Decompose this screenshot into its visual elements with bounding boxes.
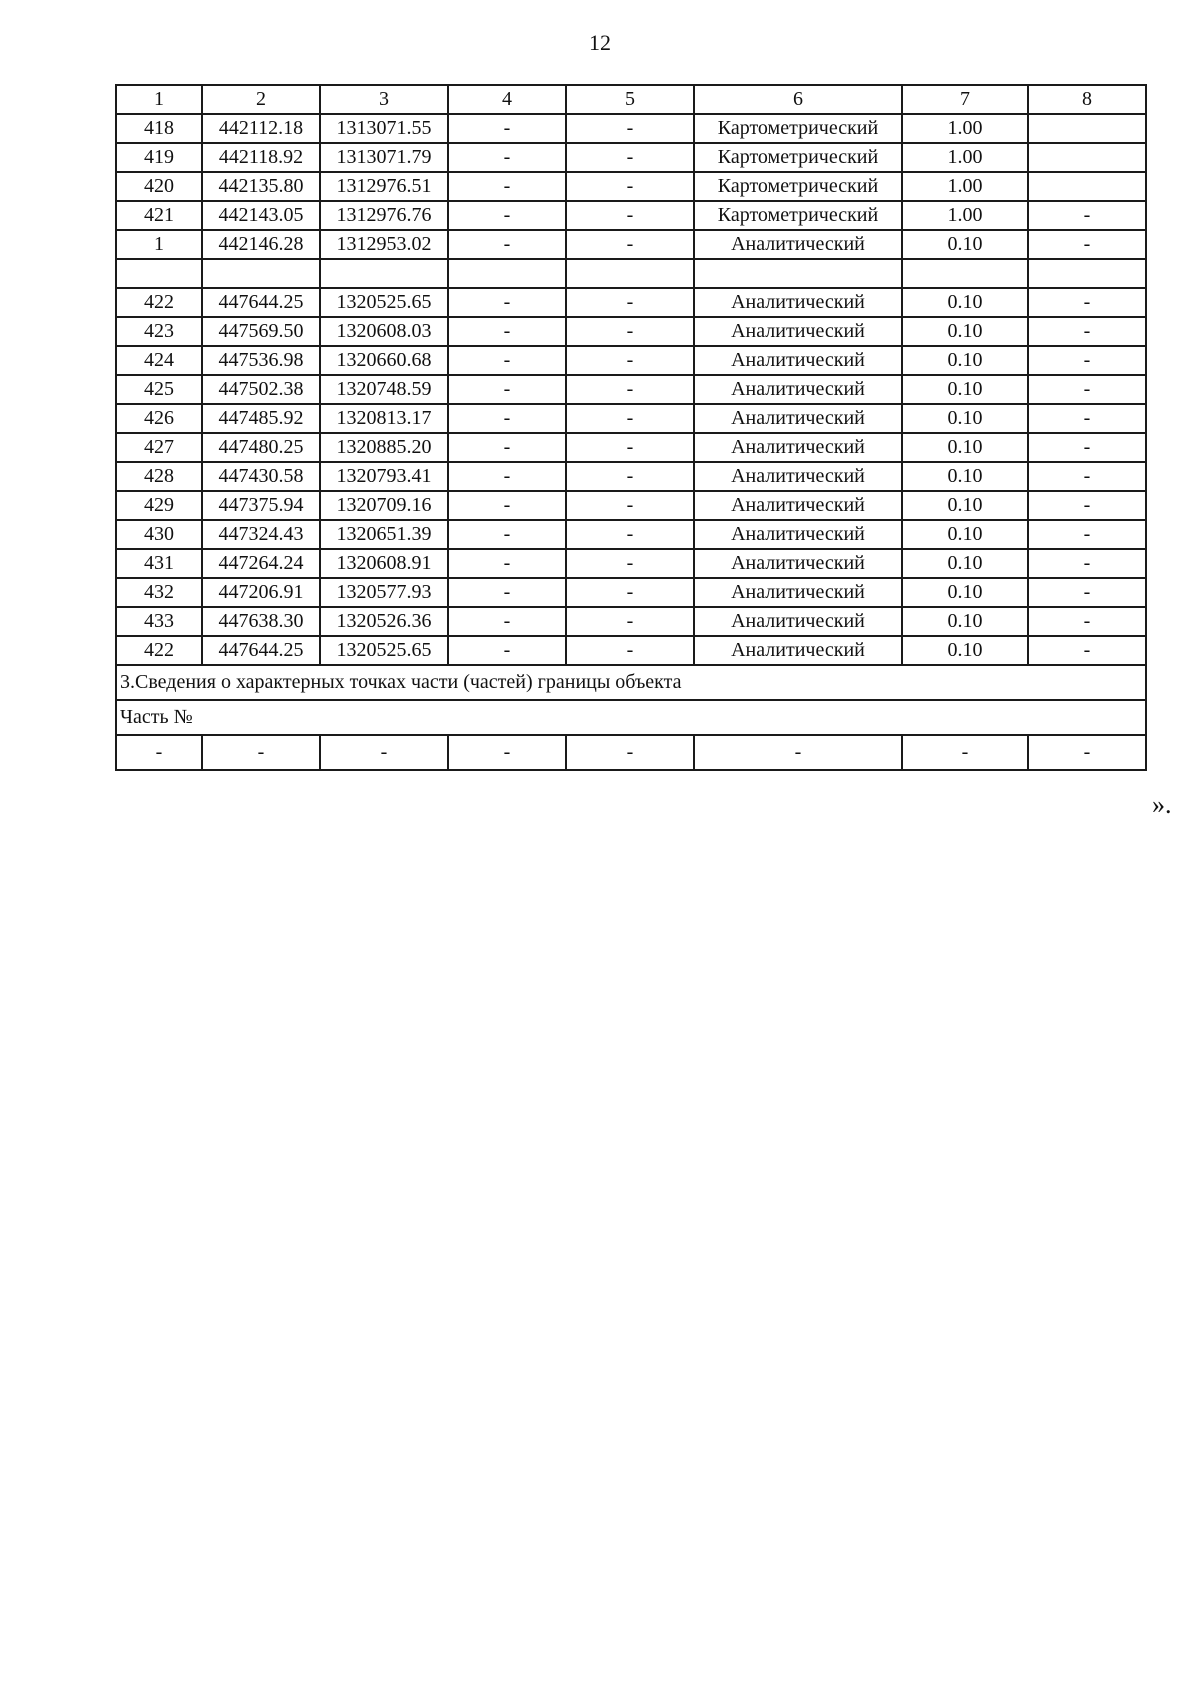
cell-col-4: - [448, 317, 566, 346]
cell-point-number: 418 [116, 114, 202, 143]
table-row [116, 607, 1146, 636]
cell-x-coordinate: 2 [202, 85, 320, 114]
cell-col-8: - [1028, 607, 1146, 636]
cell-accuracy: 0.10 [902, 375, 1028, 404]
cell-col-8: - [1028, 230, 1146, 259]
cell-col-4: - [448, 230, 566, 259]
closing-quote-mark: ». [1152, 790, 1172, 819]
cell-method: Аналитический [694, 404, 902, 433]
page-number: 12 [589, 30, 611, 55]
cell-col-4: - [448, 346, 566, 375]
cell-x-coordinate: - [202, 735, 320, 770]
cell-col-4: - [448, 201, 566, 230]
table-row [116, 578, 1146, 607]
cell-col-8: - [1028, 462, 1146, 491]
cell-accuracy [902, 259, 1028, 288]
cell-point-number: 424 [116, 346, 202, 375]
table-row [116, 288, 1146, 317]
cell-col-5: - [566, 578, 694, 607]
table-row [116, 201, 1146, 230]
cell-col-8 [1028, 114, 1146, 143]
cell-x-coordinate: 447206.91 [202, 578, 320, 607]
cell-accuracy: 1.00 [902, 201, 1028, 230]
cell-accuracy: 0.10 [902, 491, 1028, 520]
cell-col-4: - [448, 462, 566, 491]
cell-method: Аналитический [694, 549, 902, 578]
cell-accuracy: 0.10 [902, 636, 1028, 665]
cell-col-8: - [1028, 636, 1146, 665]
cell-point-number [116, 259, 202, 288]
cell-point-number: 425 [116, 375, 202, 404]
cell-y-coordinate: - [320, 735, 448, 770]
cell-col-5: - [566, 491, 694, 520]
boundary-points-table [115, 84, 1147, 771]
cell-x-coordinate: 447502.38 [202, 375, 320, 404]
cell-accuracy: 0.10 [902, 317, 1028, 346]
cell-method: Аналитический [694, 491, 902, 520]
cell-col-4: - [448, 288, 566, 317]
cell-col-5: - [566, 172, 694, 201]
cell-col-8: - [1028, 375, 1146, 404]
cell-col-4: - [448, 172, 566, 201]
table-row [116, 549, 1146, 578]
cell-accuracy: 1.00 [902, 172, 1028, 201]
cell-col-8: 8 [1028, 85, 1146, 114]
cell-col-8 [1028, 172, 1146, 201]
part-label-row [116, 700, 1146, 735]
cell-col-8 [1028, 143, 1146, 172]
header-row [116, 85, 1146, 114]
table-body [116, 85, 1146, 770]
cell-col-8: - [1028, 288, 1146, 317]
cell-accuracy: 0.10 [902, 230, 1028, 259]
cell-y-coordinate: 1320577.93 [320, 578, 448, 607]
cell-point-number: 422 [116, 636, 202, 665]
cell-accuracy: 1.00 [902, 143, 1028, 172]
cell-col-8: - [1028, 549, 1146, 578]
cell-col-5: - [566, 735, 694, 770]
cell-col-4: - [448, 520, 566, 549]
cell-point-number: 429 [116, 491, 202, 520]
cell-col-5: 5 [566, 85, 694, 114]
cell-point-number: - [116, 735, 202, 770]
cell-col-4: - [448, 114, 566, 143]
cell-col-8: - [1028, 346, 1146, 375]
cell-x-coordinate: 447480.25 [202, 433, 320, 462]
cell-col-4: - [448, 404, 566, 433]
cell-x-coordinate: 447536.98 [202, 346, 320, 375]
cell-accuracy: 0.10 [902, 578, 1028, 607]
cell-col-5: - [566, 201, 694, 230]
cell-x-coordinate: 447644.25 [202, 288, 320, 317]
cell-x-coordinate: 447638.30 [202, 607, 320, 636]
cell-col-4: - [448, 143, 566, 172]
section3-title: 3.Сведения о характерных точках части (частей) границы объекта [116, 665, 1146, 700]
cell-accuracy: 0.10 [902, 462, 1028, 491]
cell-col-5: - [566, 114, 694, 143]
cell-col-4 [448, 259, 566, 288]
cell-col-4: - [448, 433, 566, 462]
cell-method: Аналитический [694, 520, 902, 549]
cell-accuracy: 0.10 [902, 520, 1028, 549]
cell-col-5: - [566, 317, 694, 346]
cell-point-number: 426 [116, 404, 202, 433]
cell-accuracy: - [902, 735, 1028, 770]
cell-x-coordinate: 442112.18 [202, 114, 320, 143]
cell-method: Аналитический [694, 288, 902, 317]
cell-method: 6 [694, 85, 902, 114]
table-row [116, 172, 1146, 201]
cell-x-coordinate: 447644.25 [202, 636, 320, 665]
cell-y-coordinate: 1320813.17 [320, 404, 448, 433]
cell-x-coordinate: 447485.92 [202, 404, 320, 433]
cell-col-5: - [566, 607, 694, 636]
cell-y-coordinate: 1320709.16 [320, 491, 448, 520]
cell-method: - [694, 735, 902, 770]
cell-col-5: - [566, 230, 694, 259]
cell-point-number: 427 [116, 433, 202, 462]
cell-col-8: - [1028, 404, 1146, 433]
cell-x-coordinate: 442135.80 [202, 172, 320, 201]
cell-point-number: 428 [116, 462, 202, 491]
cell-col-8: - [1028, 491, 1146, 520]
cell-y-coordinate: 1320651.39 [320, 520, 448, 549]
cell-point-number: 420 [116, 172, 202, 201]
cell-col-8 [1028, 259, 1146, 288]
cell-col-5: - [566, 549, 694, 578]
cell-method: Аналитический [694, 607, 902, 636]
table-row [116, 520, 1146, 549]
cell-y-coordinate: 1320525.65 [320, 636, 448, 665]
cell-col-5: - [566, 520, 694, 549]
cell-method: Аналитический [694, 375, 902, 404]
cell-y-coordinate: 1320748.59 [320, 375, 448, 404]
cell-col-5: - [566, 346, 694, 375]
table-row [116, 230, 1146, 259]
cell-y-coordinate: 1312976.76 [320, 201, 448, 230]
cell-y-coordinate: 1320660.68 [320, 346, 448, 375]
cell-accuracy: 0.10 [902, 607, 1028, 636]
table-row [116, 143, 1146, 172]
cell-accuracy: 7 [902, 85, 1028, 114]
cell-accuracy: 0.10 [902, 346, 1028, 375]
cell-y-coordinate: 1320885.20 [320, 433, 448, 462]
cell-col-5 [566, 259, 694, 288]
cell-col-4: - [448, 549, 566, 578]
cell-x-coordinate: 447264.24 [202, 549, 320, 578]
cell-method: Аналитический [694, 346, 902, 375]
table-row [116, 491, 1146, 520]
cell-col-8: - [1028, 735, 1146, 770]
cell-method: Картометрический [694, 114, 902, 143]
cell-y-coordinate: 1313071.79 [320, 143, 448, 172]
cell-col-8: - [1028, 578, 1146, 607]
cell-x-coordinate: 447375.94 [202, 491, 320, 520]
cell-col-5: - [566, 462, 694, 491]
cell-method: Аналитический [694, 462, 902, 491]
boundary-points-table-wrap [115, 84, 1145, 771]
cell-col-5: - [566, 143, 694, 172]
cell-method: Картометрический [694, 172, 902, 201]
table-row [116, 375, 1146, 404]
cell-col-4: - [448, 735, 566, 770]
cell-method: Аналитический [694, 578, 902, 607]
blank-separator-row [116, 259, 1146, 288]
table-row [116, 346, 1146, 375]
cell-point-number: 419 [116, 143, 202, 172]
cell-method: Картометрический [694, 201, 902, 230]
cell-col-5: - [566, 404, 694, 433]
cell-x-coordinate: 442146.28 [202, 230, 320, 259]
section3-title-row [116, 665, 1146, 700]
cell-col-8: - [1028, 317, 1146, 346]
cell-method: Картометрический [694, 143, 902, 172]
cell-method: Аналитический [694, 433, 902, 462]
cell-accuracy: 0.10 [902, 433, 1028, 462]
cell-y-coordinate: 3 [320, 85, 448, 114]
cell-method: Аналитический [694, 636, 902, 665]
table-row [116, 462, 1146, 491]
cell-col-4: - [448, 375, 566, 404]
cell-point-number: 432 [116, 578, 202, 607]
cell-col-8: - [1028, 433, 1146, 462]
table-row [116, 433, 1146, 462]
cell-y-coordinate: 1320525.65 [320, 288, 448, 317]
cell-col-4: - [448, 607, 566, 636]
cell-accuracy: 0.10 [902, 549, 1028, 578]
cell-point-number: 430 [116, 520, 202, 549]
cell-x-coordinate: 442118.92 [202, 143, 320, 172]
cell-point-number: 1 [116, 230, 202, 259]
cell-method [694, 259, 902, 288]
cell-x-coordinate [202, 259, 320, 288]
cell-point-number: 423 [116, 317, 202, 346]
cell-point-number: 431 [116, 549, 202, 578]
cell-y-coordinate: 1320608.03 [320, 317, 448, 346]
cell-method: Аналитический [694, 317, 902, 346]
cell-y-coordinate: 1320793.41 [320, 462, 448, 491]
cell-point-number: 421 [116, 201, 202, 230]
cell-point-number: 1 [116, 85, 202, 114]
cell-y-coordinate [320, 259, 448, 288]
cell-col-8: - [1028, 520, 1146, 549]
cell-y-coordinate: 1320526.36 [320, 607, 448, 636]
cell-method: Аналитический [694, 230, 902, 259]
cell-col-5: - [566, 636, 694, 665]
cell-col-4: 4 [448, 85, 566, 114]
cell-y-coordinate: 1312953.02 [320, 230, 448, 259]
cell-accuracy: 0.10 [902, 404, 1028, 433]
cell-x-coordinate: 447569.50 [202, 317, 320, 346]
table-row [116, 114, 1146, 143]
cell-y-coordinate: 1313071.55 [320, 114, 448, 143]
final-row [116, 735, 1146, 770]
table-row [116, 404, 1146, 433]
cell-y-coordinate: 1320608.91 [320, 549, 448, 578]
cell-accuracy: 1.00 [902, 114, 1028, 143]
table-row [116, 317, 1146, 346]
cell-point-number: 433 [116, 607, 202, 636]
cell-col-5: - [566, 433, 694, 462]
cell-x-coordinate: 447430.58 [202, 462, 320, 491]
cell-col-8: - [1028, 201, 1146, 230]
cell-col-5: - [566, 288, 694, 317]
part-label: Часть № [116, 700, 1146, 735]
cell-accuracy: 0.10 [902, 288, 1028, 317]
cell-col-5: - [566, 375, 694, 404]
cell-x-coordinate: 447324.43 [202, 520, 320, 549]
cell-y-coordinate: 1312976.51 [320, 172, 448, 201]
cell-point-number: 422 [116, 288, 202, 317]
table-row [116, 636, 1146, 665]
cell-col-4: - [448, 636, 566, 665]
cell-x-coordinate: 442143.05 [202, 201, 320, 230]
cell-col-4: - [448, 578, 566, 607]
cell-col-4: - [448, 491, 566, 520]
